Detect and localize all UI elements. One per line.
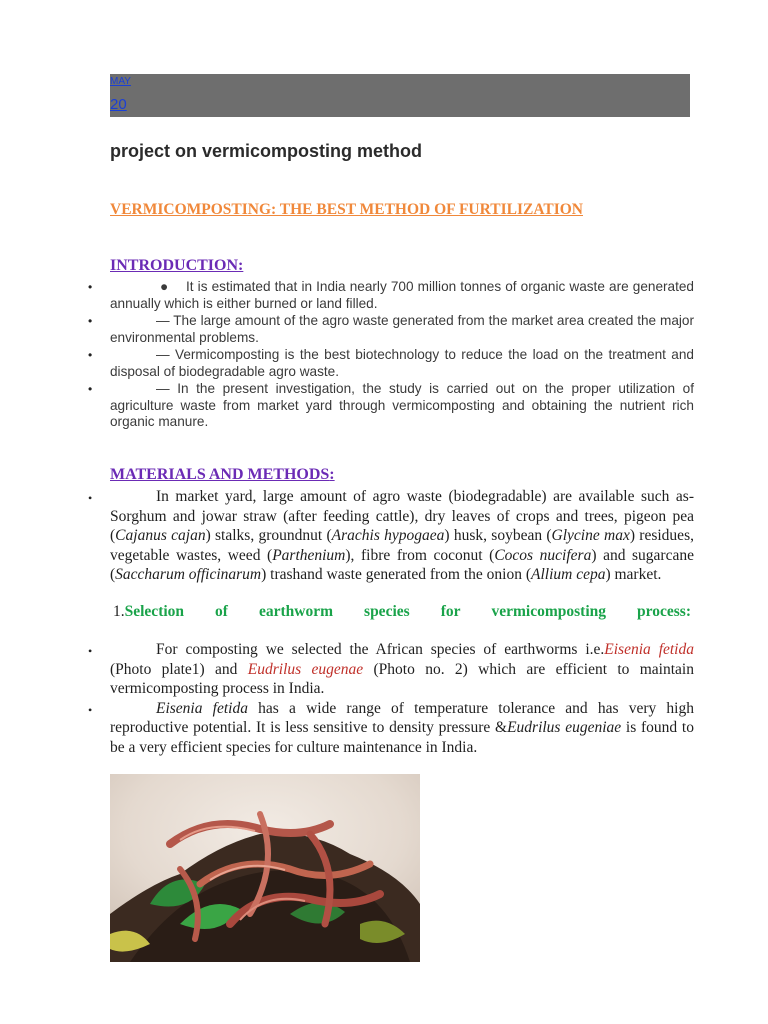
materials-list (88, 487, 694, 585)
dash-glyph: — (156, 347, 170, 362)
species-name: Eudrilus eugenae (247, 660, 364, 678)
list-item (88, 381, 694, 431)
materials-heading-text: MATERIALS AND METHODS (110, 466, 330, 483)
species-name: Eisenia fetida (156, 699, 248, 717)
subheading-number: 1. (113, 603, 125, 620)
introduction-heading-text: INTRODUCTION (110, 257, 239, 274)
date-month-link[interactable]: MAY (110, 76, 131, 87)
introduction-heading: INTRODUCTION: (110, 257, 244, 274)
earthworm-photo (110, 774, 420, 962)
bullet-icon: • (88, 314, 93, 328)
intro-text: In the present investigation, the study is carried out on the proper utilization of agriculture waste from market yard through vermicomposting and obtaining the nutrient rich organic manure. (110, 381, 694, 429)
species-name: Saccharum officinarum (115, 566, 262, 583)
species-name: Glycine max (551, 527, 630, 544)
species-name: Parthenium (272, 546, 346, 564)
list-item: • Eisenia fetida has a wide range of temperature tolerance and has very high reproductive potential. It is less sensitive to density pressure &Eudrilus eugeniae is found to be a very efficient species for culture maintenance in India. (88, 699, 694, 756)
species-name: Allium cepa (530, 566, 606, 583)
bullet-icon: • (88, 280, 93, 294)
date-bar (110, 74, 690, 117)
species-name: Cocos nucifera (494, 546, 592, 564)
dash-glyph: — (156, 313, 170, 328)
species-name: Arachis hypogaea (331, 527, 445, 544)
intro-text: The large amount of the agro waste generated from the market area created the major environmental problems. (110, 313, 694, 345)
materials-heading: MATERIALS AND METHODS: (110, 466, 335, 483)
species-list (88, 640, 694, 757)
bullet-icon: • (88, 491, 93, 505)
dash-glyph: — (156, 381, 170, 396)
bullet-icon: • (88, 348, 93, 362)
species-name: Eisenia fetida (604, 641, 694, 658)
list-item: • For composting we selected the African species of earthworms i.e.Eisenia fetida (Photo plate1) and Eudrilus eugenae (Photo no. 2) which are efficient to maintain vermicomposting process in India. (88, 641, 694, 697)
main-heading: VERMICOMPOSTING: THE BEST METHOD OF FURTILIZATION (110, 201, 583, 218)
post-title: project on vermicomposting method (110, 141, 423, 161)
selection-subheading: 1.Selection of earthworm species for vermicomposting process: (113, 603, 691, 620)
date-day-link[interactable]: 20 (110, 96, 127, 113)
introduction-list (88, 279, 694, 432)
filled-circle-icon: ● (160, 279, 169, 294)
species-name: Eudrilus eugeniae (507, 719, 622, 736)
list-item (88, 279, 694, 312)
species-name: Cajanus cajan (115, 527, 206, 544)
bullet-icon: • (88, 702, 93, 717)
bullet-icon: • (88, 382, 93, 396)
list-item (88, 347, 694, 380)
list-item: • In market yard, large amount of agro waste (biodegradable) are available such as-Sorghum and jowar straw (after feeding cattle), dry leaves of crops and trees, pigeon pea (Cajanus cajan) stalks, groundnut (Arachis hypogaea) husk, soybean (Glycine max) residues, vegetable wastes, weed (Parthenium), fibre from coconut (Cocos nucifera) and sugarcane (Saccharum officinarum) trashand waste generated from the onion (Allium cepa) market. (88, 488, 694, 583)
intro-text: Vermicomposting is the best biotechnology to reduce the load on the treatment and disposal of biodegradable agro waste. (110, 347, 694, 379)
list-item (88, 313, 694, 346)
intro-text: It is estimated that in India nearly 700 million tonnes of organic waste are generated annually which is either burned or land filled. (110, 279, 694, 311)
bullet-icon: • (88, 644, 93, 658)
